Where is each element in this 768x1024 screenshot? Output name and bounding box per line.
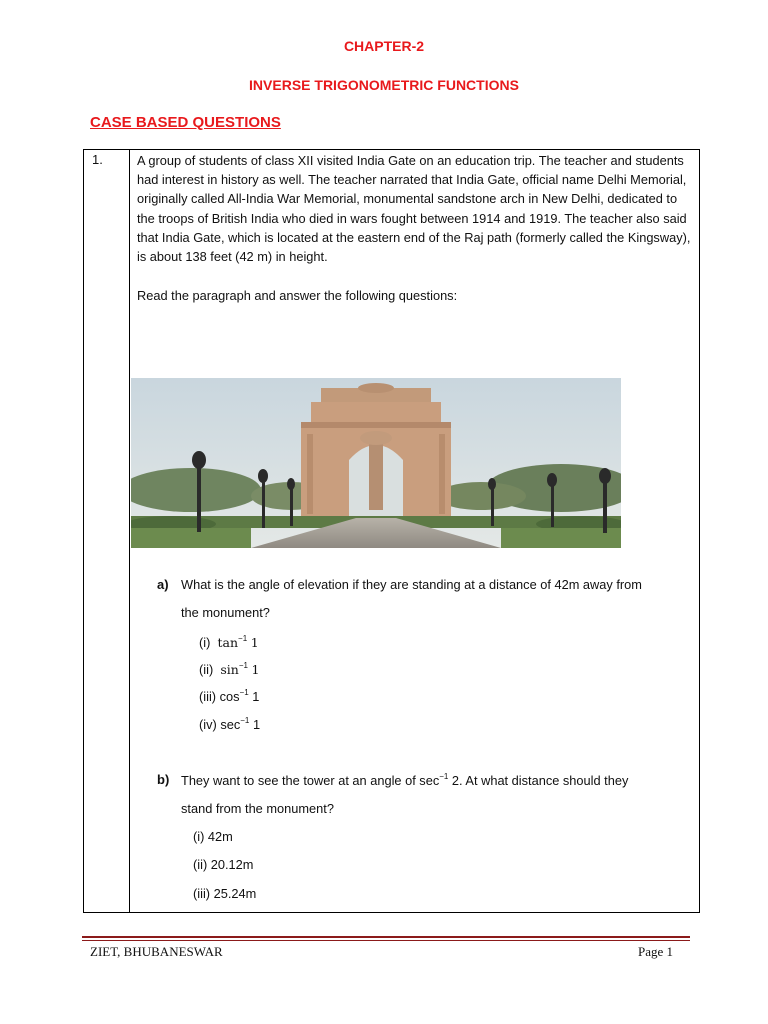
- part-b-text-pre: They want to see the tower at an angle of sec: [181, 773, 440, 788]
- part-a-option-1: [199, 634, 259, 650]
- option-number: (iv): [199, 717, 217, 732]
- part-a-question-line2: the monument?: [181, 605, 270, 620]
- part-b-option-3: (iii) 25.24m: [193, 886, 257, 901]
- india-gate-photo: [131, 378, 621, 548]
- option-function: sin: [220, 662, 239, 677]
- option-function: cos: [219, 689, 240, 704]
- option-argument: 1: [252, 717, 261, 732]
- option-number: (i): [199, 635, 211, 650]
- option-exponent: −1: [238, 634, 248, 643]
- option-argument: 1: [250, 635, 259, 650]
- option-function: tan: [217, 635, 239, 650]
- footer-institute: ZIET, BHUBANESWAR: [90, 944, 223, 959]
- option-exponent: −1: [240, 716, 250, 725]
- question-instruction: Read the paragraph and answer the following questions:: [137, 288, 458, 303]
- part-a-option-3: [199, 688, 259, 704]
- chapter-heading: CHAPTER-2: [343, 38, 425, 54]
- part-a-option-4: [199, 716, 260, 732]
- part-b-question-line1: [181, 772, 628, 788]
- option-argument: 1: [252, 689, 260, 704]
- option-exponent: −1: [239, 688, 249, 697]
- part-a-option-2: [199, 661, 259, 677]
- part-a-label: a): [157, 577, 169, 592]
- section-heading: CASE BASED QUESTIONS: [90, 114, 281, 131]
- option-exponent: −1: [238, 661, 248, 670]
- table-column-divider: [129, 149, 130, 913]
- footer-rule-thin: [82, 940, 690, 941]
- part-b-exponent: −1: [439, 772, 449, 781]
- footer-rule-thick: [82, 936, 690, 938]
- question-number: 1.: [92, 152, 103, 167]
- part-a-question-line1: What is the angle of elevation if they are standing at a distance of 42m away from: [181, 577, 642, 592]
- footer-page-number: Page 1: [638, 944, 674, 959]
- option-argument: 1: [251, 662, 260, 677]
- part-b-option-2: (ii) 20.12m: [193, 857, 254, 872]
- question-paragraph: A group of students of class XII visited India Gate on an education trip. The teacher and students had interest in history as well. The teacher narrated that India Gate, official name Delhi Memorial, originally called All-India War Memorial, monumental sandstone arch in New Delhi, dedicated to the troops of British India who died in wars fought between 1914 and 1919. The teacher also said that India Gate, which is located at the eastern end of the Raj path (formerly called the Kingsway), is about 138 feet (42 m) in height.: [137, 153, 691, 265]
- part-b-option-1: (i) 42m: [193, 829, 233, 844]
- option-number: (ii): [199, 662, 214, 677]
- part-b-text-post: 2. At what distance should they: [448, 773, 629, 788]
- option-number: (iii): [199, 689, 217, 704]
- part-b-label: b): [157, 772, 170, 787]
- part-b-question-line2: stand from the monument?: [181, 801, 334, 816]
- subject-heading: INVERSE TRIGONOMETRIC FUNCTIONS: [249, 77, 519, 93]
- option-function: sec: [220, 717, 241, 732]
